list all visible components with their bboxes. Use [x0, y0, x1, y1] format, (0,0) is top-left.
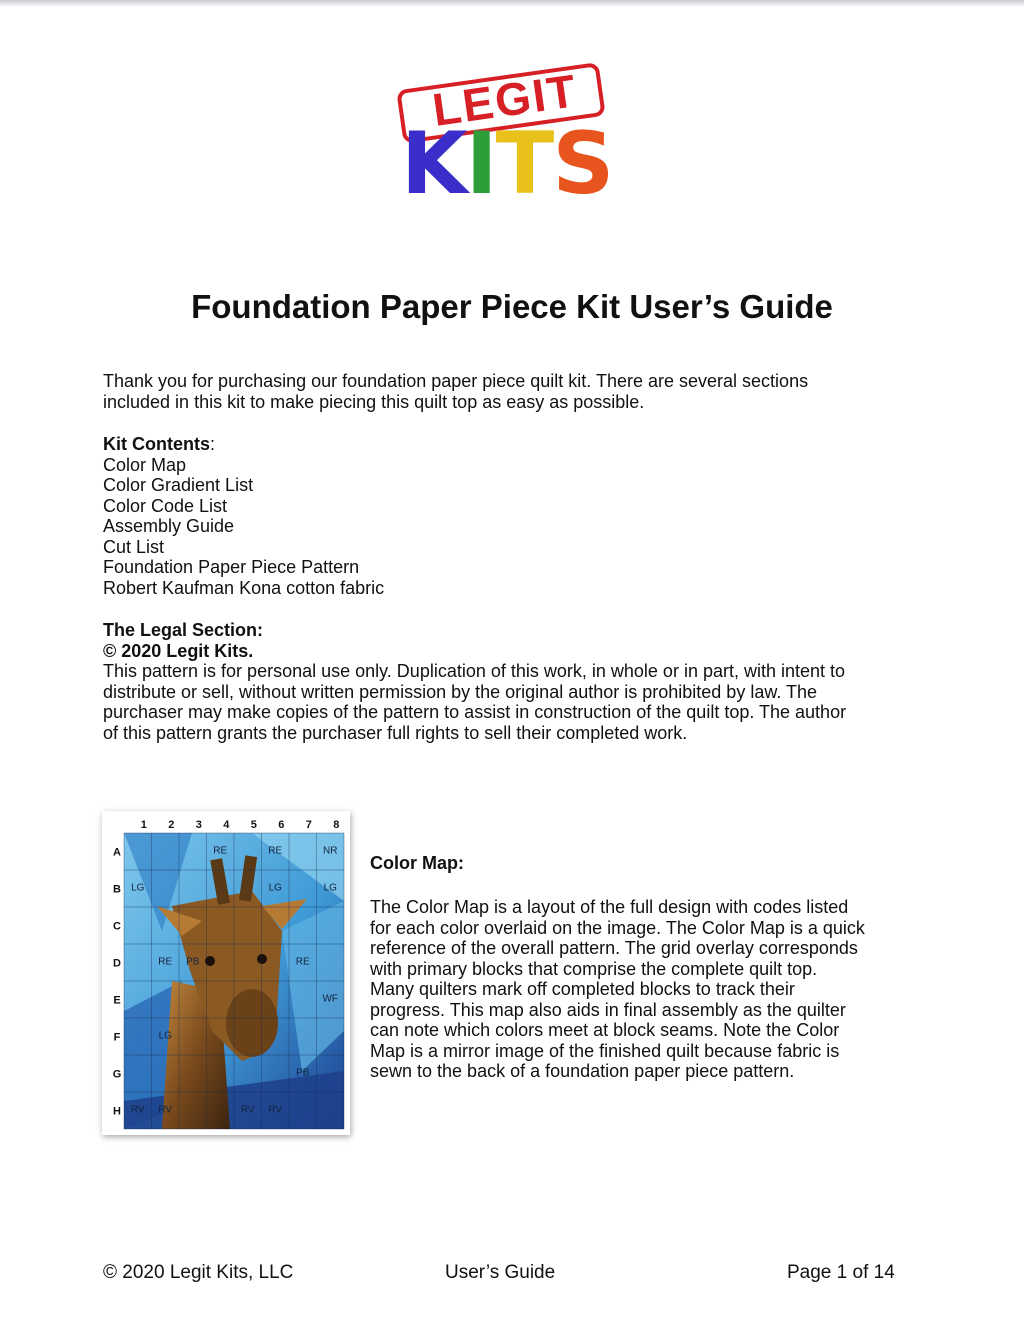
color-code-label: RE	[268, 845, 283, 857]
row-label: F	[113, 1031, 121, 1044]
color-map-line: for each color overlaid on the image. The Color Map is a quick	[370, 917, 865, 938]
legal-line: purchaser may make copies of the pattern to assist in construction of the quilt top. The author	[103, 702, 847, 722]
color-map-line: with primary blocks that comprise the complete quilt top.	[370, 958, 818, 979]
color-code-label: RE	[213, 845, 228, 857]
window-top-edge	[0, 0, 1024, 7]
kit-contents-section	[103, 434, 923, 598]
color-code-label: RV	[240, 1104, 255, 1116]
color-code-label: RE	[158, 956, 173, 968]
footer-doc-title: User’s Guide	[445, 1262, 556, 1283]
color-map-line: sewn to the back of a foundation paper piece pattern.	[370, 1061, 795, 1081]
color-map-line: can note which colors meet at block seams. Note the Color	[370, 1020, 840, 1040]
kit-contents-item: Cut List	[103, 536, 165, 557]
legal-line: of this pattern grants the purchaser full rights to sell their completed work.	[103, 722, 688, 743]
map-column-labels	[141, 819, 340, 831]
color-map-illustration	[102, 811, 350, 1135]
kit-contents-heading: Kit Contents:	[103, 434, 216, 454]
column-label: 5	[250, 819, 257, 831]
color-code-label: PB	[296, 1067, 310, 1079]
kit-contents-item: Color Code List	[103, 495, 228, 516]
color-code-label: WF	[322, 993, 339, 1005]
row-label: B	[113, 883, 121, 896]
kit-contents-item: Foundation Paper Piece Pattern	[103, 557, 360, 577]
logo-letter: I	[465, 114, 496, 214]
intro-paragraph	[103, 371, 923, 412]
footer-page-number: Page 1 of 14	[787, 1262, 895, 1283]
color-code-label: RE	[295, 956, 310, 968]
color-code-label: LG	[268, 882, 282, 894]
kit-contents-item: Color Map	[103, 454, 187, 475]
color-map-heading: Color Map:	[370, 853, 464, 873]
color-map-line: The Color Map is a layout of the full design with codes listed	[370, 897, 849, 917]
color-code-label: LG	[131, 882, 145, 894]
color-map-line: Many quilters mark off completed blocks to track their	[370, 979, 795, 999]
kit-contents-item: Robert Kaufman Kona cotton fabric	[103, 577, 385, 598]
legal-copyright: © 2020 Legit Kits.	[103, 640, 254, 661]
row-label: C	[113, 920, 121, 933]
color-map-line: reference of the overall pattern. The grid overlay corresponds	[370, 938, 858, 958]
page-title: Foundation Paper Piece Kit User’s Guide	[191, 288, 833, 325]
logo-stamp-text: LEGIT	[429, 64, 581, 136]
color-code-label: RV	[268, 1104, 283, 1116]
legit-kits-logo	[395, 46, 620, 214]
color-code-label: RV	[130, 1104, 145, 1116]
kit-contents-item: Assembly Guide	[103, 516, 235, 536]
row-label: G	[112, 1068, 122, 1081]
logo-kits-text	[401, 114, 613, 214]
legal-line: distribute or sell, without written permission by the original author is prohibited by law. The	[103, 681, 818, 702]
column-label: 2	[168, 819, 175, 831]
intro-line: included in this kit to make piecing this quilt top as easy as possible.	[103, 391, 645, 412]
color-code-label: PB	[186, 956, 200, 968]
column-label: 7	[305, 819, 312, 831]
logo-letter: S	[552, 114, 613, 214]
color-map-line: Map is a mirror image of the finished quilt because fabric is	[370, 1040, 840, 1061]
footer-copyright: © 2020 Legit Kits, LLC	[103, 1262, 294, 1283]
color-map-line: progress. This map also aids in final assembly as the quilter	[370, 999, 846, 1020]
column-label: 1	[140, 819, 147, 831]
color-map-image	[102, 811, 350, 1135]
legal-heading: The Legal Section:	[103, 620, 264, 640]
map-row-labels	[113, 847, 122, 1118]
color-code-label: NR	[323, 845, 338, 857]
row-label: H	[113, 1105, 121, 1118]
color-code-label: RV	[158, 1104, 173, 1116]
row-label: A	[113, 846, 121, 859]
kit-contents-item: Color Gradient List	[103, 475, 254, 495]
row-label: D	[113, 957, 121, 970]
intro-line: Thank you for purchasing our foundation paper piece quilt kit. There are several sections	[103, 371, 809, 391]
row-label: E	[113, 994, 121, 1007]
column-label: 3	[195, 819, 202, 831]
color-code-label: LG	[323, 882, 337, 894]
logo-letter: T	[495, 114, 553, 214]
column-label: 4	[223, 819, 230, 831]
color-map-description	[370, 897, 910, 1082]
column-label: 8	[333, 819, 340, 831]
legal-line: This pattern is for personal use only. Duplication of this work, in whole or in part, with intent to	[103, 661, 846, 681]
logo-letter: K	[401, 114, 466, 214]
column-label: 6	[278, 819, 285, 831]
legal-section	[103, 620, 923, 743]
color-code-label: LG	[158, 1030, 172, 1042]
